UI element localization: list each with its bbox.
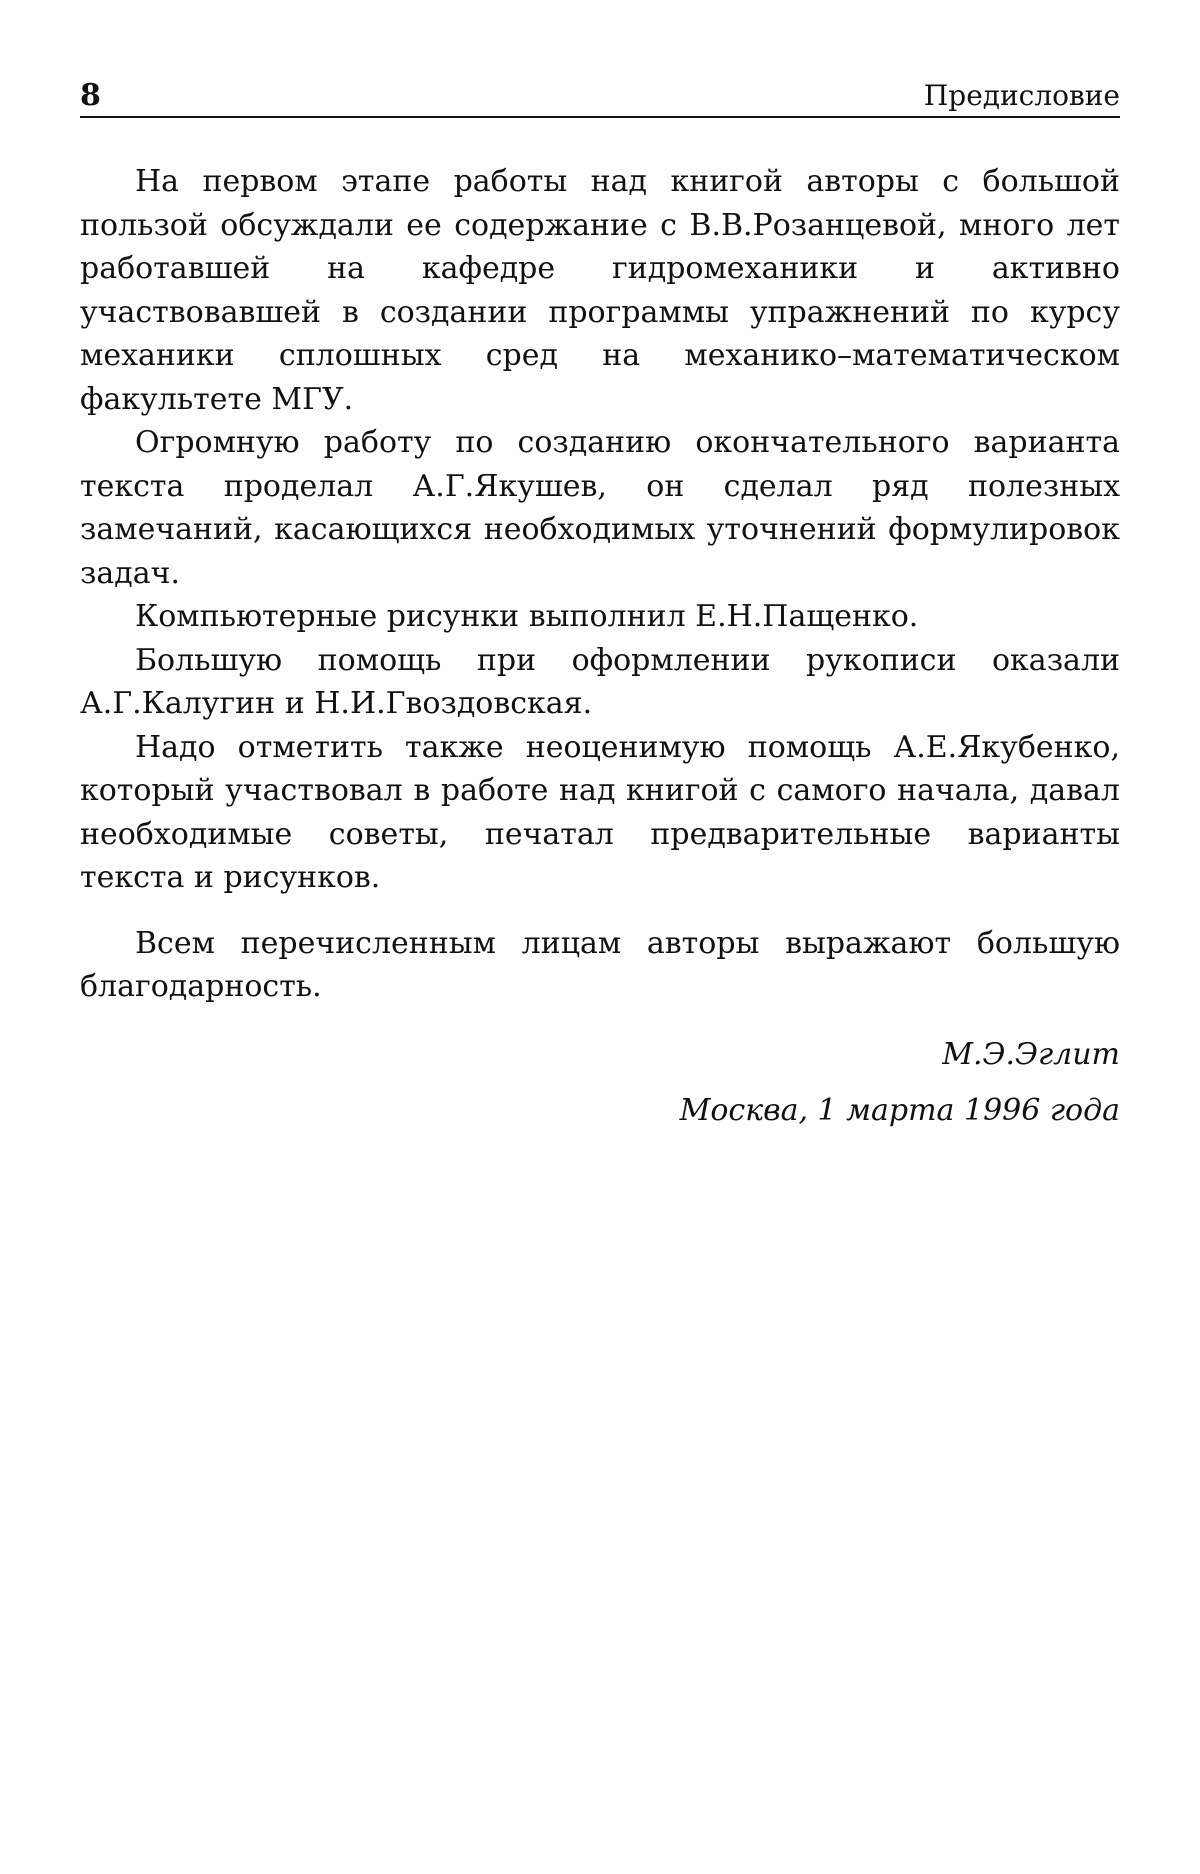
signature-author: М.Э.Эглит	[942, 1037, 1120, 1072]
preface-body	[80, 160, 1120, 1009]
paragraph-thanks: Всем перечисленным лицам авторы выражают большую благодарность.	[80, 925, 1120, 1004]
paragraph-acknowledgment-2: Огромную работу по созданию окончательного варианта текста проделал А.Г.Якушев, он сделал ряд полезных замечаний, касающихся необходимых уточнений формулировок задач.	[80, 425, 1120, 591]
paragraph-acknowledgment-3: Компьютерные рисунки выполнил Е.Н.Пащенко.	[135, 599, 919, 634]
paragraph-acknowledgment-4: Большую помощь при оформлении рукописи оказали А.Г.Калугин и Н.И.Гвоздовская.	[80, 642, 1120, 721]
paragraph-acknowledgment-1: На первом этапе работы над книгой авторы с большой пользой обсуждали ее содержание с В.В.Розанцевой, много лет работавшей на кафедре гидромеханики и активно участвовавшей в создании программы упражнений по курсу механики сплошных сред на механико–математическом факультете МГУ.	[80, 164, 1120, 417]
signature-place-date: Москва, 1 марта 1996 года	[679, 1093, 1120, 1128]
running-header	[80, 70, 1120, 118]
paragraph-acknowledgment-5: Надо отметить также неоценимую помощь А.Е.Якубенко, который участвовал в работе над книгой с самого начала, давал необходимые советы, печатал предварительные варианты текста и рисунков.	[80, 729, 1120, 895]
section-title: Предисловие	[923, 79, 1120, 112]
signature-block	[680, 1027, 1120, 1139]
page-number: 8	[80, 78, 101, 113]
